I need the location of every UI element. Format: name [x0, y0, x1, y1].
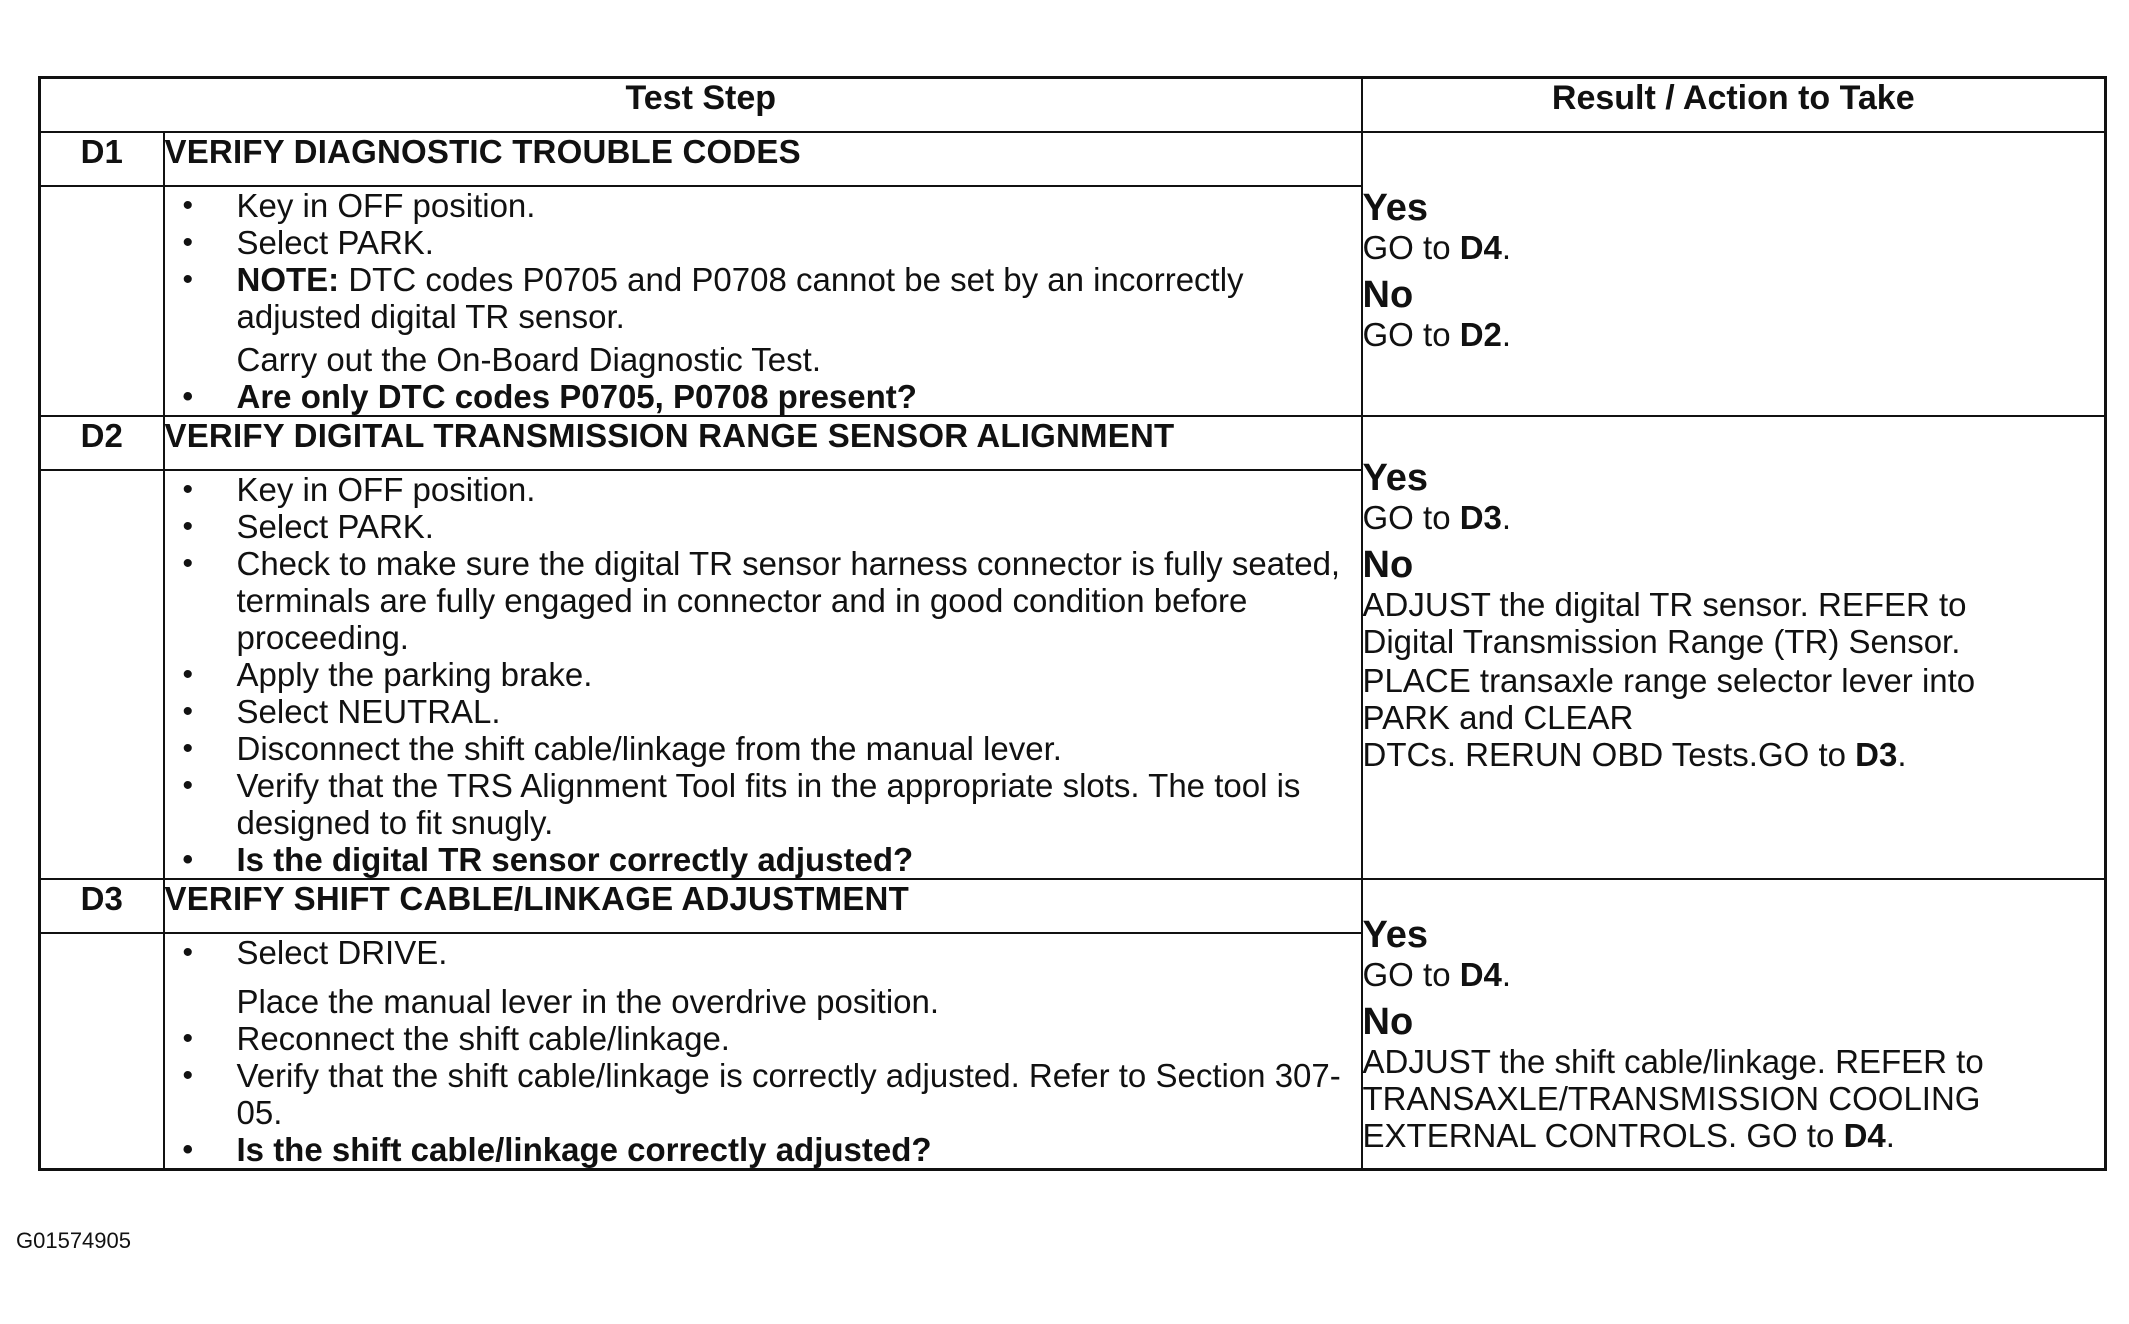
step-title-row — [40, 416, 2106, 470]
list-item-question: • Is the shift cable/linkage correctly adjusted? — [237, 1131, 1361, 1168]
no-action-line: ADJUST the digital TR sensor. REFER to — [1362, 586, 1967, 623]
step-result — [1362, 879, 2106, 1170]
yes-label: Yes — [1362, 187, 1429, 229]
figure-id: G01574905 — [16, 1228, 131, 1253]
goto-target: D3 — [1855, 736, 1898, 773]
goto-target: D4 — [1459, 229, 1502, 266]
goto-target: D4 — [1843, 1117, 1886, 1154]
no-label: No — [1362, 544, 1414, 586]
list-item: • Key in OFF position. — [237, 187, 1361, 224]
step-instructions — [164, 933, 1362, 1170]
no-action: DTCs. RERUN OBD Tests.GO to D3. — [1362, 736, 1907, 773]
goto-target: D3 — [1459, 499, 1502, 536]
list-item: • Select PARK. — [237, 508, 1361, 545]
instruction-list — [165, 187, 1361, 415]
step-title-row — [40, 132, 2106, 186]
list-item: • Verify that the TRS Alignment Tool fits in the appropriate slots. The tool is designed to fit snugly. — [237, 767, 1361, 841]
list-item: • Verify that the shift cable/linkage is correctly adjusted. Refer to Section 307-05. — [237, 1057, 1361, 1131]
no-action-line: TRANSAXLE/TRANSMISSION COOLING — [1362, 1080, 1981, 1117]
result-header: Result / Action to Take — [1362, 78, 2106, 133]
no-label: No — [1362, 274, 1414, 316]
yes-label: Yes — [1362, 457, 1429, 499]
no-action-line: ADJUST the shift cable/linkage. REFER to — [1362, 1043, 1984, 1080]
step-instructions — [164, 186, 1362, 416]
goto-target: D2 — [1459, 316, 1502, 353]
step-code: D1 — [40, 132, 164, 186]
list-item: • Select DRIVE. — [237, 934, 1361, 971]
test-step-header: Test Step — [40, 78, 1362, 133]
note-label: NOTE: — [236, 261, 340, 298]
no-action-line: PARK and CLEAR — [1362, 699, 1634, 736]
instruction-list — [165, 934, 1361, 1168]
goto-target: D4 — [1459, 956, 1502, 993]
no-action: GO to D2. — [1362, 316, 1512, 353]
code-spacer — [40, 186, 164, 416]
step-title: VERIFY DIAGNOSTIC TROUBLE CODES — [164, 132, 1362, 186]
list-item: • Select NEUTRAL. — [237, 693, 1361, 730]
list-item-question: • Are only DTC codes P0705, P0708 present? — [237, 378, 1361, 415]
list-item: • Check to make sure the digital TR sensor harness connector is fully seated, terminals are fully engaged in connector and in good condition before proceeding. — [237, 545, 1361, 656]
step-title-row — [40, 879, 2106, 933]
yes-action: GO to D4. — [1362, 229, 1512, 266]
diagnostic-procedure — [38, 76, 2104, 1171]
list-item-question: • Is the digital TR sensor correctly adjusted? — [237, 841, 1361, 878]
step-code: D2 — [40, 416, 164, 470]
list-item: Carry out the On-Board Diagnostic Test. — [236, 341, 821, 378]
step-code: D3 — [40, 879, 164, 933]
list-item: Place the manual lever in the overdrive position. — [236, 983, 940, 1020]
no-action-line: PLACE transaxle range selector lever into — [1362, 662, 1976, 699]
list-item: • Apply the parking brake. — [237, 656, 1361, 693]
list-item: • Select PARK. — [237, 224, 1361, 261]
code-spacer — [40, 933, 164, 1170]
step-title: VERIFY DIGITAL TRANSMISSION RANGE SENSOR ALIGNMENT — [164, 416, 1362, 470]
code-spacer — [40, 470, 164, 879]
no-label: No — [1362, 1001, 1414, 1043]
yes-label: Yes — [1362, 914, 1429, 956]
step-result — [1362, 416, 2106, 879]
yes-action: GO to D3. — [1362, 499, 1512, 536]
step-result — [1362, 132, 2106, 416]
list-item: • Reconnect the shift cable/linkage. — [237, 1020, 1361, 1057]
no-action: EXTERNAL CONTROLS. GO to D4. — [1362, 1117, 1895, 1154]
instruction-list — [165, 471, 1361, 878]
no-action-line: Digital Transmission Range (TR) Sensor. — [1362, 623, 1961, 660]
list-item: • Key in OFF position. — [237, 471, 1361, 508]
step-title: VERIFY SHIFT CABLE/LINKAGE ADJUSTMENT — [164, 879, 1362, 933]
table-header-row — [40, 78, 2106, 133]
yes-action: GO to D4. — [1362, 956, 1512, 993]
list-item: • Disconnect the shift cable/linkage from the manual lever. — [237, 730, 1361, 767]
list-item: • NOTE: DTC codes P0705 and P0708 cannot be set by an incorrectly adjusted digital TR sensor. — [237, 261, 1361, 335]
step-instructions — [164, 470, 1362, 879]
pinpoint-test-table — [38, 76, 2107, 1171]
